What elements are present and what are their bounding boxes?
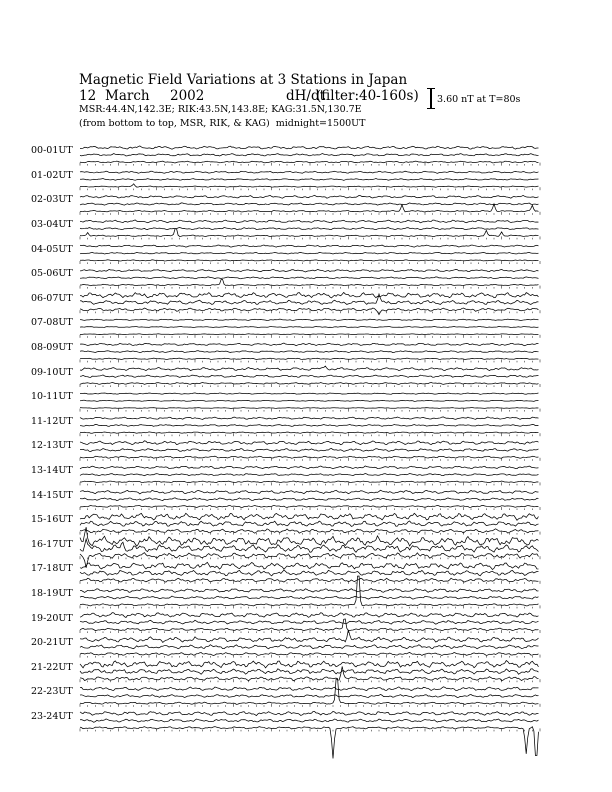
trace-rik-21-22ut [80, 669, 538, 674]
hour-label: 20-21UT [31, 637, 73, 649]
trace-msr-11-12ut [80, 432, 538, 433]
trace-rik-05-06ut [80, 277, 538, 279]
trace-rik-08-09ut [80, 351, 538, 353]
hour-label: 11-12UT [31, 415, 73, 427]
midnight-note: midnight=1500UT [275, 118, 366, 129]
hour-label: 13-14UT [31, 465, 73, 476]
hour-label: 12-13UT [31, 440, 73, 452]
trace-kag-12-13ut [80, 441, 538, 445]
trace-kag-18-19ut [80, 589, 538, 593]
trace-msr-13-14ut [80, 481, 538, 483]
trace-kag-19-20ut [80, 613, 538, 618]
trace-rik-07-08ut [80, 326, 538, 327]
trace-msr-20-21ut [80, 652, 538, 655]
hour-label: 03-04UT [31, 219, 73, 230]
trace-rik-01-02ut [80, 179, 538, 181]
trace-rik-22-23ut [80, 694, 538, 697]
hour-label: 22-23UT [31, 686, 73, 698]
trace-kag-07-08ut [80, 319, 538, 320]
hour-label: 08-09UT [31, 342, 73, 353]
date-day: 12 [79, 88, 97, 104]
trace-msr-21-22ut [80, 666, 538, 680]
trace-msr-14-15ut [80, 505, 538, 507]
hour-label: 18-19UT [31, 588, 73, 599]
trace-rik-17-18ut [80, 570, 538, 576]
trace-kag-08-09ut [80, 343, 538, 346]
trace-rik-12-13ut [80, 448, 538, 451]
hour-label: 19-20UT [31, 612, 73, 624]
trace-msr-09-10ut [80, 383, 538, 385]
trace-kag-04-05ut [80, 245, 538, 247]
trace-kag-10-11ut [80, 393, 538, 394]
filter-label: (filter:40-160s) [316, 88, 419, 104]
trace-kag-02-03ut [80, 195, 538, 198]
hour-label: 14-15UT [31, 489, 73, 501]
order-note: (from bottom to top, MSR, RIK, & KAG) [79, 118, 270, 129]
date-month: March [105, 88, 150, 104]
trace-rik-10-11ut [80, 400, 538, 401]
trace-rik-15-16ut [80, 521, 538, 526]
hour-label: 04-05UT [31, 243, 73, 255]
trace-kag-05-06ut [80, 269, 538, 272]
trace-msr-05-06ut [80, 280, 538, 286]
hour-label: 07-08UT [31, 317, 73, 329]
trace-msr-15-16ut [80, 529, 538, 533]
trace-rik-04-05ut [80, 252, 538, 254]
hour-label: 00-01UT [31, 145, 73, 157]
trace-msr-17-18ut [80, 578, 538, 582]
trace-rik-00-01ut [80, 154, 538, 157]
hour-label: 15-16UT [31, 514, 73, 526]
trace-rik-23-24ut [80, 719, 538, 722]
trace-kag-15-16ut [80, 513, 538, 520]
trace-kag-21-22ut [80, 661, 538, 668]
trace-kag-22-23ut [80, 687, 538, 691]
trace-rik-09-10ut [80, 375, 538, 377]
trace-rik-20-21ut [80, 645, 538, 649]
hour-label: 01-02UT [31, 169, 73, 181]
trace-kag-03-04ut [80, 220, 538, 223]
trace-msr-00-01ut [80, 161, 538, 163]
trace-rik-19-20ut [80, 620, 538, 624]
trace-kag-13-14ut [80, 466, 538, 469]
hour-label: 06-07UT [31, 292, 73, 304]
trace-kag-01-02ut [80, 171, 538, 173]
hour-label: 09-10UT [31, 366, 73, 378]
trace-msr-04-05ut [80, 260, 538, 261]
trace-kag-00-01ut [80, 146, 538, 149]
trace-kag-14-15ut [80, 490, 538, 494]
chart-title: Magnetic Field Variations at 3 Stations in Japan [79, 72, 408, 88]
station-coordinates: MSR:44.4N,142.3E; RIK:43.5N,143.8E; KAG:31.5N,130.7E [79, 104, 362, 115]
trace-rik-02-03ut [80, 203, 538, 205]
trace-rik-14-15ut [80, 498, 538, 501]
trace-rik-03-04ut [80, 228, 538, 230]
trace-rik-16-17ut [80, 539, 538, 552]
trace-kag-06-07ut [80, 292, 538, 297]
trace-kag-23-24ut [80, 711, 538, 715]
quantity-label: dH/dt [286, 88, 326, 104]
hour-label: 02-03UT [31, 194, 73, 206]
trace-rik-13-14ut [80, 474, 538, 476]
trace-msr-22-23ut [80, 679, 538, 705]
hour-label: 05-06UT [31, 268, 73, 280]
trace-msr-16-17ut [80, 553, 538, 568]
trace-kag-17-18ut [80, 562, 538, 569]
hour-label: 23-24UT [31, 711, 73, 722]
trace-msr-08-09ut [80, 358, 538, 359]
trace-msr-07-08ut [80, 334, 538, 335]
trace-msr-10-11ut [80, 408, 538, 409]
trace-msr-01-02ut [80, 184, 538, 187]
hour-label: 16-17UT [31, 538, 73, 550]
hour-label: 10-11UT [31, 391, 73, 403]
scale-bar-label: 3.60 nT at T=80s [437, 94, 521, 105]
trace-rik-11-12ut [80, 424, 538, 426]
trace-msr-06-07ut [80, 308, 538, 315]
date-year: 2002 [170, 88, 205, 104]
trace-msr-12-13ut [80, 456, 538, 458]
trace-kag-09-10ut [80, 366, 538, 371]
trace-rik-18-19ut [80, 596, 538, 599]
trace-msr-03-04ut [80, 229, 538, 237]
trace-kag-11-12ut [80, 417, 538, 420]
hour-label: 21-22UT [31, 661, 73, 673]
hour-label: 17-18UT [31, 563, 73, 575]
